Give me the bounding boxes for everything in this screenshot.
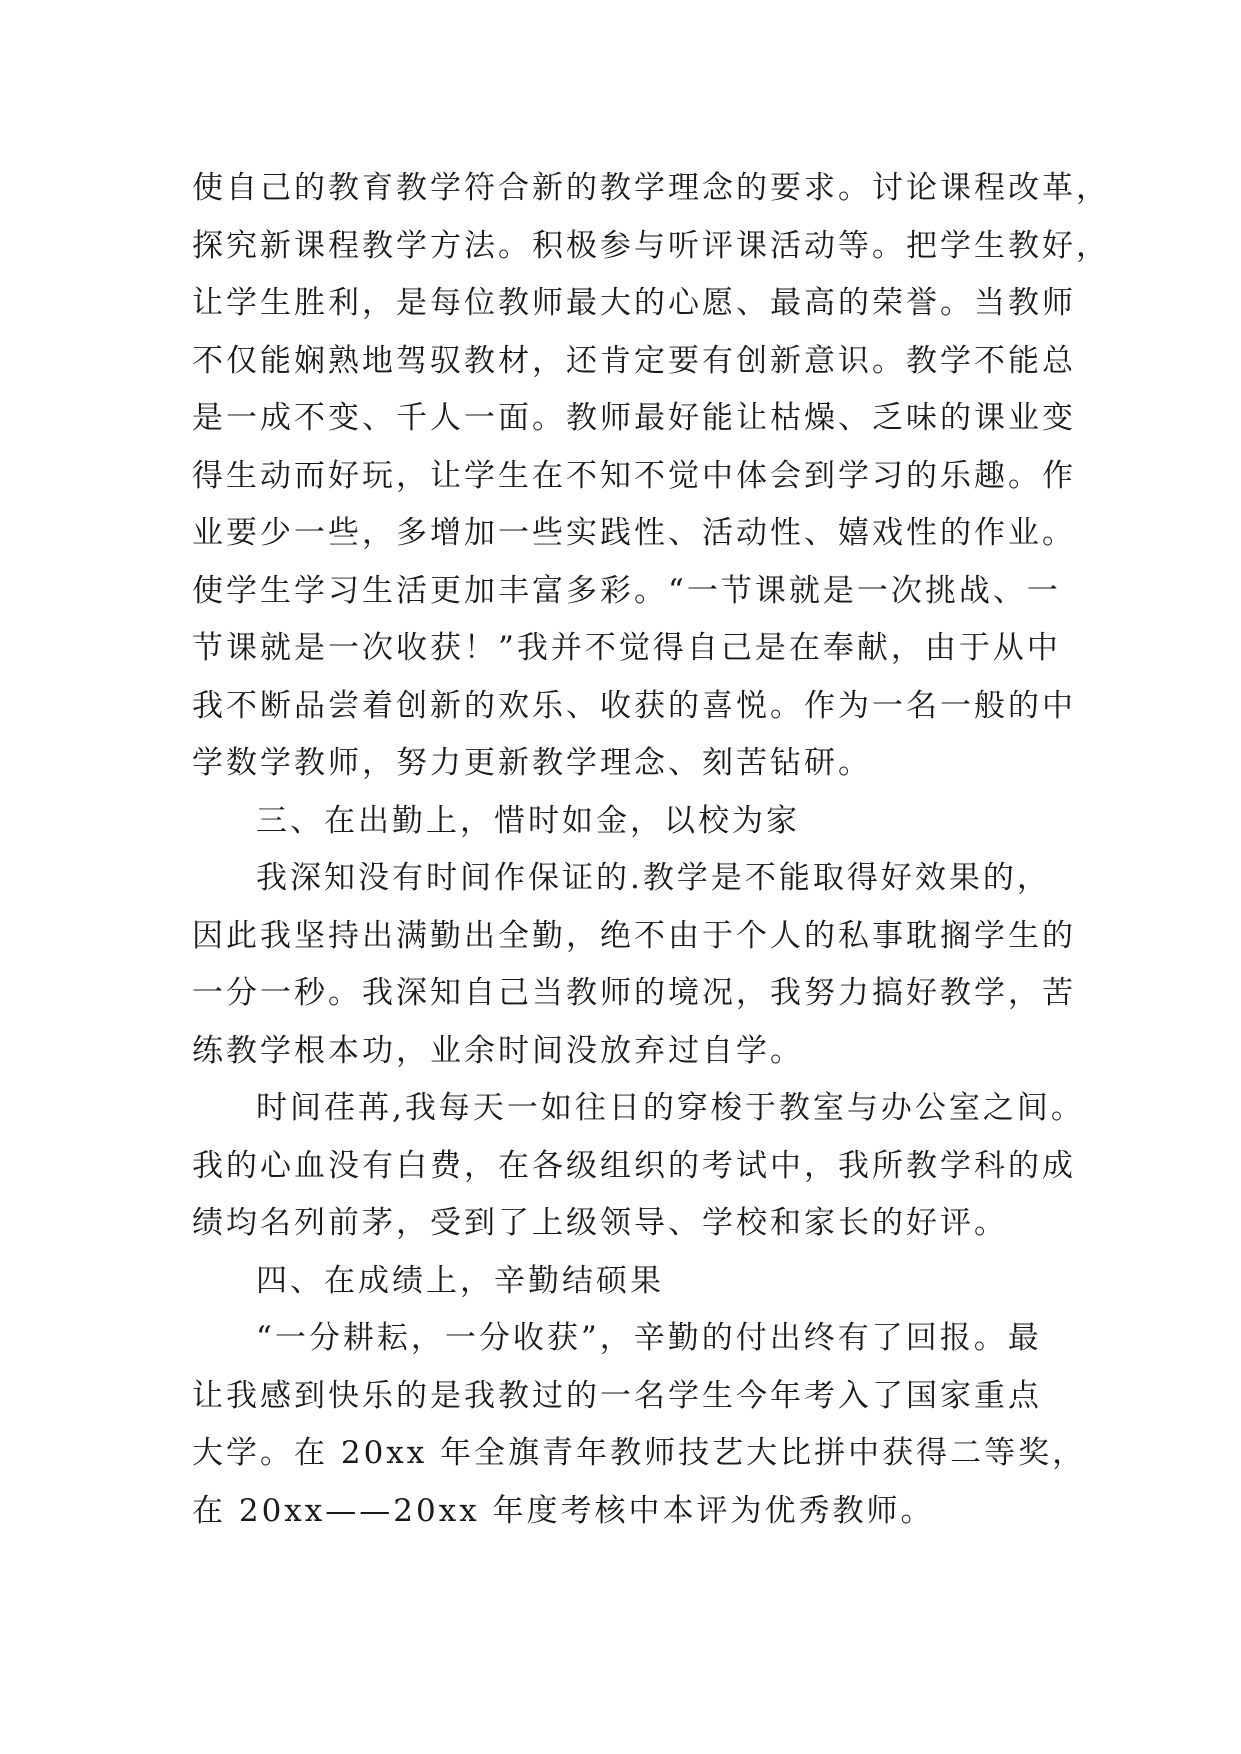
- text-line: 绩均名列前茅，受到了上级领导、学校和家长的好评。: [192, 1205, 1008, 1241]
- paragraph-start: “一分耕耘，一分收获”，辛勤的付出终有了回报。最: [256, 1320, 1042, 1356]
- text-line: 是一成不变、千人一面。教师最好能让枯燥、乏味的课业变: [192, 400, 1076, 436]
- text-line: 一分一秒。我深知自己当教师的境况，我努力搞好教学，苦: [192, 975, 1076, 1011]
- section-heading-attendance: 三、在出勤上，惜时如金，以校为家: [256, 802, 800, 839]
- text-line: 我不断品尝着创新的欢乐、收获的喜悦。作为一名一般的中: [192, 687, 1076, 724]
- text-line: 我的心血没有白费，在各级组织的考试中，我所教学科的成: [192, 1147, 1076, 1184]
- text-line: 使自己的教育教学符合新的教学理念的要求。讨论课程改革，: [192, 170, 1110, 206]
- text-line: 学数学教师，努力更新教学理念、刻苦钻研。: [192, 745, 872, 781]
- text-line: 大学。在 20xx 年全旗青年教师技艺大比拼中获得二等奖，: [192, 1435, 1087, 1471]
- text-line: 业要少一些，多增加一些实践性、活动性、嬉戏性的作业。: [192, 515, 1076, 551]
- text-line: 得生动而好玩，让学生在不知不觉中体会到学习的乐趣。作: [192, 457, 1076, 494]
- text-line: 在 20xx——20xx 年度考核中本评为优秀教师。: [192, 1492, 935, 1529]
- text-line: 练教学根本功，业余时间没放弃过自学。: [192, 1032, 804, 1069]
- text-line: 让我感到快乐的是我教过的一名学生今年考入了国家重点: [192, 1377, 1042, 1414]
- text-line: 不仅能娴熟地驾驭教材，还肯定要有创新意识。教学不能总: [192, 342, 1076, 379]
- text-line: 使学生学习生活更加丰富多彩。“一节课就是一次挑战、一: [192, 572, 1061, 609]
- text-line: 因此我坚持出满勤出全勤，绝不由于个人的私事耽搁学生的: [192, 917, 1076, 954]
- section-heading-achievements: 四、在成绩上，辛勤结硕果: [256, 1262, 664, 1299]
- paragraph-start: 我深知没有时间作保证的.教学是不能取得好效果的，: [256, 860, 1051, 896]
- text-line: 探究新课程教学方法。积极参与听评课活动等。把学生教好，: [192, 227, 1110, 264]
- paragraph-start: 时间荏苒,我每天一如往日的穿梭于教室与办公室之间。: [256, 1090, 1085, 1126]
- text-line: 让学生胜利，是每位教师最大的心愿、最高的荣誉。当教师: [192, 285, 1076, 321]
- text-line: 节课就是一次收获！”我并不觉得自己是在奉献，由于从中: [192, 630, 1061, 666]
- document-body: [192, 160, 1110, 1540]
